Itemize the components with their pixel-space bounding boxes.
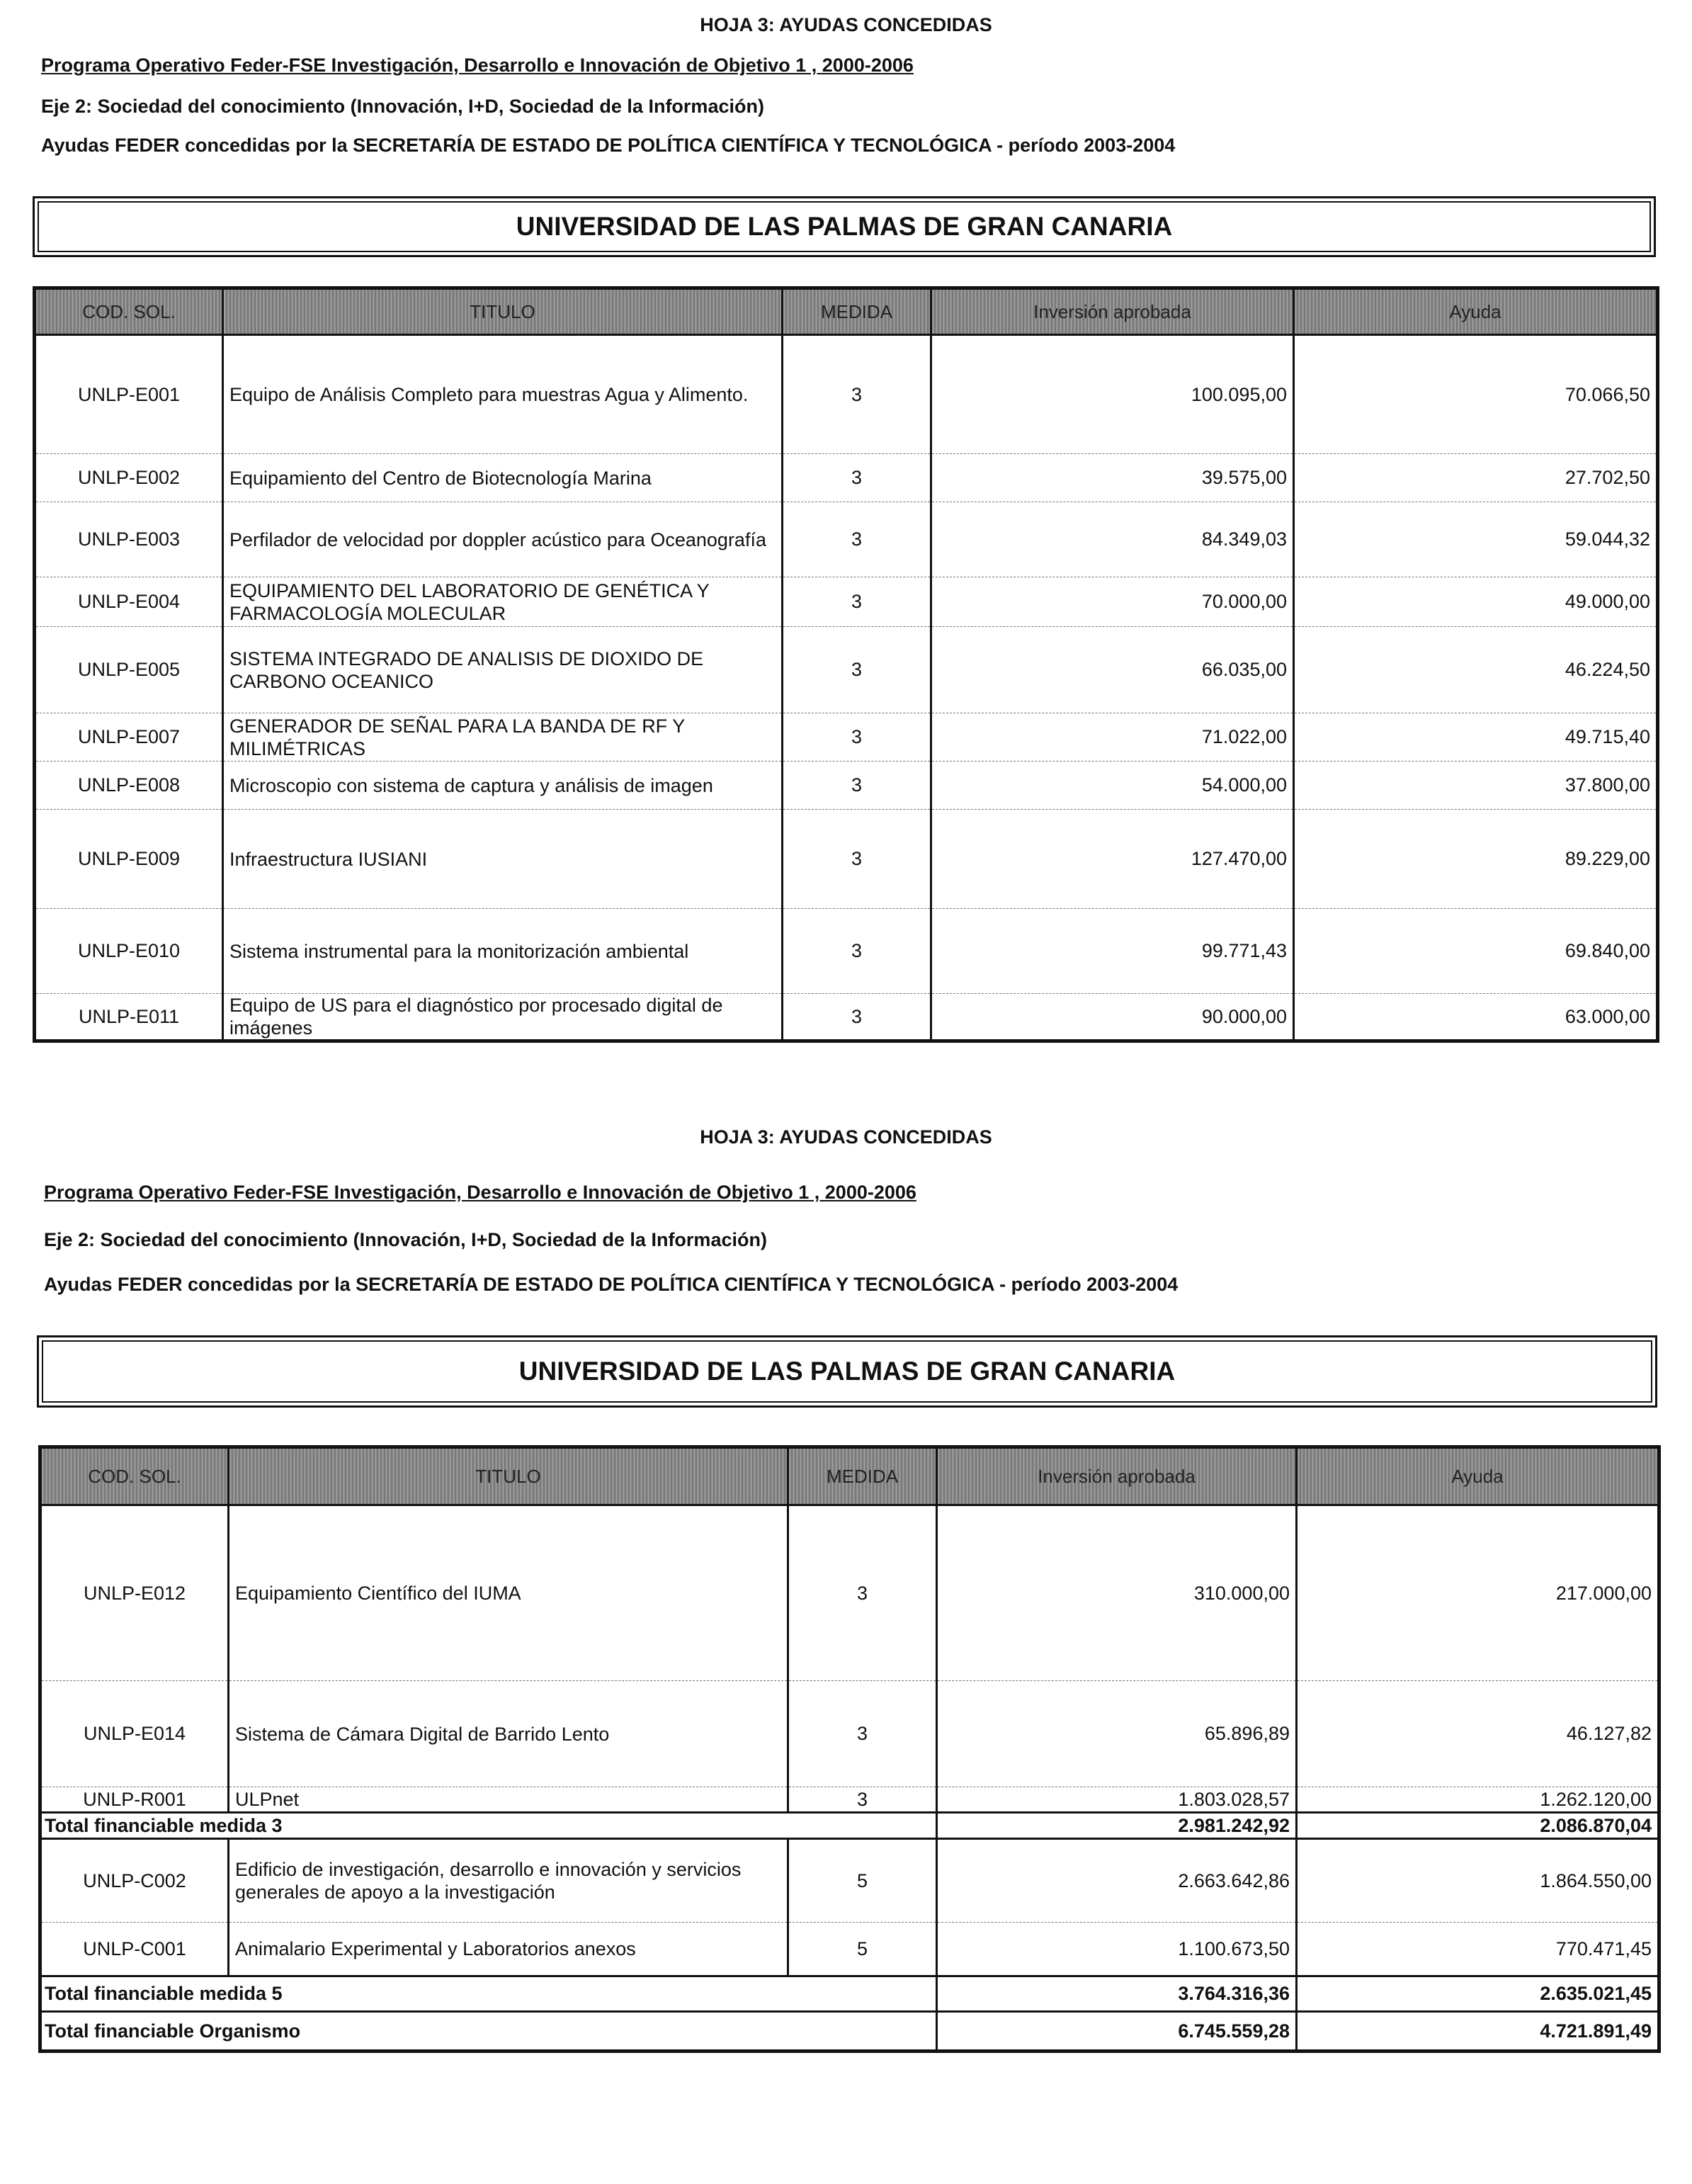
sheet-title: HOJA 3: AYUDAS CONCEDIDAS [700,14,992,35]
cell-titulo: Equipamiento Científico del IUMA [229,1505,788,1681]
cell-medida: 3 [783,909,931,994]
cell-ayuda: 49.000,00 [1294,577,1658,627]
total-ayuda: 2.086.870,04 [1297,1813,1659,1839]
cell-titulo: ULPnet [229,1787,788,1813]
cell-cod: UNLP-E003 [35,502,223,577]
cell-cod: UNLP-E002 [35,454,223,502]
cell-cod: UNLP-E011 [35,994,223,1041]
table1-body [35,335,1658,1041]
cell-ayuda: 27.702,50 [1294,454,1658,502]
table-row [35,577,1658,627]
col-header-ayuda: Ayuda [1297,1447,1659,1505]
cell-titulo: EQUIPAMIENTO DEL LABORATORIO DE GENÉTICA Y FARMACOLOGÍA MOLECULAR [223,577,783,627]
cell-inversion: 70.000,00 [931,577,1294,627]
total-inversion: 2.981.242,92 [937,1813,1297,1839]
total-row-medida-3 [40,1813,1659,1839]
cell-titulo: Equipo de US para el diagnóstico por procesado digital de imágenes [223,994,783,1041]
cell-medida: 3 [788,1787,937,1813]
cell-titulo: Infraestructura IUSIANI [223,810,783,909]
total-inversion: 6.745.559,28 [937,2012,1297,2052]
cell-inversion: 65.896,89 [937,1681,1297,1787]
cell-inversion: 100.095,00 [931,335,1294,454]
cell-medida: 3 [783,454,931,502]
cell-ayuda: 46.224,50 [1294,627,1658,713]
cell-medida: 3 [783,762,931,810]
ayudas-line: Ayudas FEDER concedidas por la SECRETARÍA DE ESTADO DE POLÍTICA CIENTÍFICA Y TECNOLÓGICA - período 2003-2004 [44,1274,1179,1295]
col-header-cod: COD. SOL. [35,288,223,335]
total-ayuda: 4.721.891,49 [1297,2012,1659,2052]
cell-inversion: 39.575,00 [931,454,1294,502]
total-label: Total financiable Organismo [40,2012,937,2052]
col-header-ayuda: Ayuda [1294,288,1658,335]
cell-medida: 3 [783,502,931,577]
table-header-row [35,288,1658,335]
cell-inversion: 2.663.642,86 [937,1839,1297,1923]
table-header-row [40,1447,1659,1505]
cell-inversion: 54.000,00 [931,762,1294,810]
cell-ayuda: 1.864.550,00 [1297,1839,1659,1923]
table-row [40,1787,1659,1813]
cell-ayuda: 217.000,00 [1297,1505,1659,1681]
cell-medida: 5 [788,1923,937,1976]
cell-cod: UNLP-E014 [40,1681,229,1787]
cell-ayuda: 1.262.120,00 [1297,1787,1659,1813]
total-row-medida-5 [40,1976,1659,2012]
cell-titulo: SISTEMA INTEGRADO DE ANALISIS DE DIOXIDO DE CARBONO OCEANICO [223,627,783,713]
grants-table-2 [38,1445,1661,2053]
cell-ayuda: 63.000,00 [1294,994,1658,1041]
cell-cod: UNLP-E007 [35,713,223,762]
programa-line: Programa Operativo Feder-FSE Investigación, Desarrollo e Innovación de Objetivo 1 , 2000-2006 [44,1182,916,1203]
grants-table-1 [33,286,1659,1043]
cell-titulo: GENERADOR DE SEÑAL PARA LA BANDA DE RF Y MILIMÉTRICAS [223,713,783,762]
cell-titulo: Sistema de Cámara Digital de Barrido Lento [229,1681,788,1787]
cell-medida: 3 [783,335,931,454]
cell-titulo: Equipo de Análisis Completo para muestras Agua y Alimento. [223,335,783,454]
cell-ayuda: 770.471,45 [1297,1923,1659,1976]
cell-cod: UNLP-E012 [40,1505,229,1681]
cell-ayuda: 59.044,32 [1294,502,1658,577]
col-header-medida: MEDIDA [783,288,931,335]
cell-cod: UNLP-C001 [40,1923,229,1976]
cell-inversion: 127.470,00 [931,810,1294,909]
table-row [40,1839,1659,1923]
table-row [35,454,1658,502]
cell-inversion: 66.035,00 [931,627,1294,713]
cell-cod: UNLP-C002 [40,1839,229,1923]
cell-medida: 3 [788,1681,937,1787]
cell-titulo: Sistema instrumental para la monitorización ambiental [223,909,783,994]
cell-cod: UNLP-E009 [35,810,223,909]
cell-medida: 5 [788,1839,937,1923]
table-row [35,627,1658,713]
col-header-medida: MEDIDA [788,1447,937,1505]
total-label: Total financiable medida 3 [40,1813,937,1839]
table-row [40,1681,1659,1787]
total-inversion: 3.764.316,36 [937,1976,1297,2012]
cell-inversion: 99.771,43 [931,909,1294,994]
eje-line: Eje 2: Sociedad del conocimiento (Innovación, I+D, Sociedad de la Información) [41,96,764,117]
table-row [35,713,1658,762]
programa-line: Programa Operativo Feder-FSE Investigación, Desarrollo e Innovación de Objetivo 1 , 2000-2006 [41,55,914,76]
cell-cod: UNLP-E010 [35,909,223,994]
cell-titulo: Animalario Experimental y Laboratorios anexos [229,1923,788,1976]
table-row [35,762,1658,810]
table-row [35,994,1658,1041]
table-row [35,502,1658,577]
cell-titulo: Perfilador de velocidad por doppler acústico para Oceanografía [223,502,783,577]
cell-cod: UNLP-R001 [40,1787,229,1813]
table-row [40,1923,1659,1976]
cell-ayuda: 37.800,00 [1294,762,1658,810]
table-row [40,1505,1659,1681]
col-header-titulo: TITULO [223,288,783,335]
cell-cod: UNLP-E004 [35,577,223,627]
cell-medida: 3 [788,1505,937,1681]
cell-inversion: 71.022,00 [931,713,1294,762]
total-label: Total financiable medida 5 [40,1976,937,2012]
cell-inversion: 84.349,03 [931,502,1294,577]
table-row [35,810,1658,909]
sheet-title: HOJA 3: AYUDAS CONCEDIDAS [700,1126,992,1148]
table2-body [40,1505,1659,2052]
cell-cod: UNLP-E001 [35,335,223,454]
cell-inversion: 90.000,00 [931,994,1294,1041]
cell-titulo: Equipamiento del Centro de Biotecnología Marina [223,454,783,502]
cell-inversion: 1.803.028,57 [937,1787,1297,1813]
cell-inversion: 1.100.673,50 [937,1923,1297,1976]
organismo-banner: UNIVERSIDAD DE LAS PALMAS DE GRAN CANARIA [33,196,1656,257]
cell-titulo: Edificio de investigación, desarrollo e innovación y servicios generales de apoyo a la investigación [229,1839,788,1923]
cell-ayuda: 89.229,00 [1294,810,1658,909]
table-row [35,909,1658,994]
eje-line: Eje 2: Sociedad del conocimiento (Innovación, I+D, Sociedad de la Información) [44,1229,767,1250]
col-header-inversion: Inversión aprobada [937,1447,1297,1505]
total-row-organismo [40,2012,1659,2052]
cell-medida: 3 [783,810,931,909]
cell-medida: 3 [783,713,931,762]
cell-medida: 3 [783,994,931,1041]
cell-ayuda: 49.715,40 [1294,713,1658,762]
cell-ayuda: 70.066,50 [1294,335,1658,454]
total-ayuda: 2.635.021,45 [1297,1976,1659,2012]
col-header-inversion: Inversión aprobada [931,288,1294,335]
cell-ayuda: 69.840,00 [1294,909,1658,994]
col-header-titulo: TITULO [229,1447,788,1505]
table-row [35,335,1658,454]
ayudas-line: Ayudas FEDER concedidas por la SECRETARÍA DE ESTADO DE POLÍTICA CIENTÍFICA Y TECNOLÓGICA - período 2003-2004 [41,135,1176,156]
cell-medida: 3 [783,577,931,627]
organismo-banner: UNIVERSIDAD DE LAS PALMAS DE GRAN CANARIA [37,1335,1657,1408]
cell-ayuda: 46.127,82 [1297,1681,1659,1787]
cell-inversion: 310.000,00 [937,1505,1297,1681]
cell-titulo: Microscopio con sistema de captura y análisis de imagen [223,762,783,810]
col-header-cod: COD. SOL. [40,1447,229,1505]
cell-medida: 3 [783,627,931,713]
cell-cod: UNLP-E008 [35,762,223,810]
cell-cod: UNLP-E005 [35,627,223,713]
